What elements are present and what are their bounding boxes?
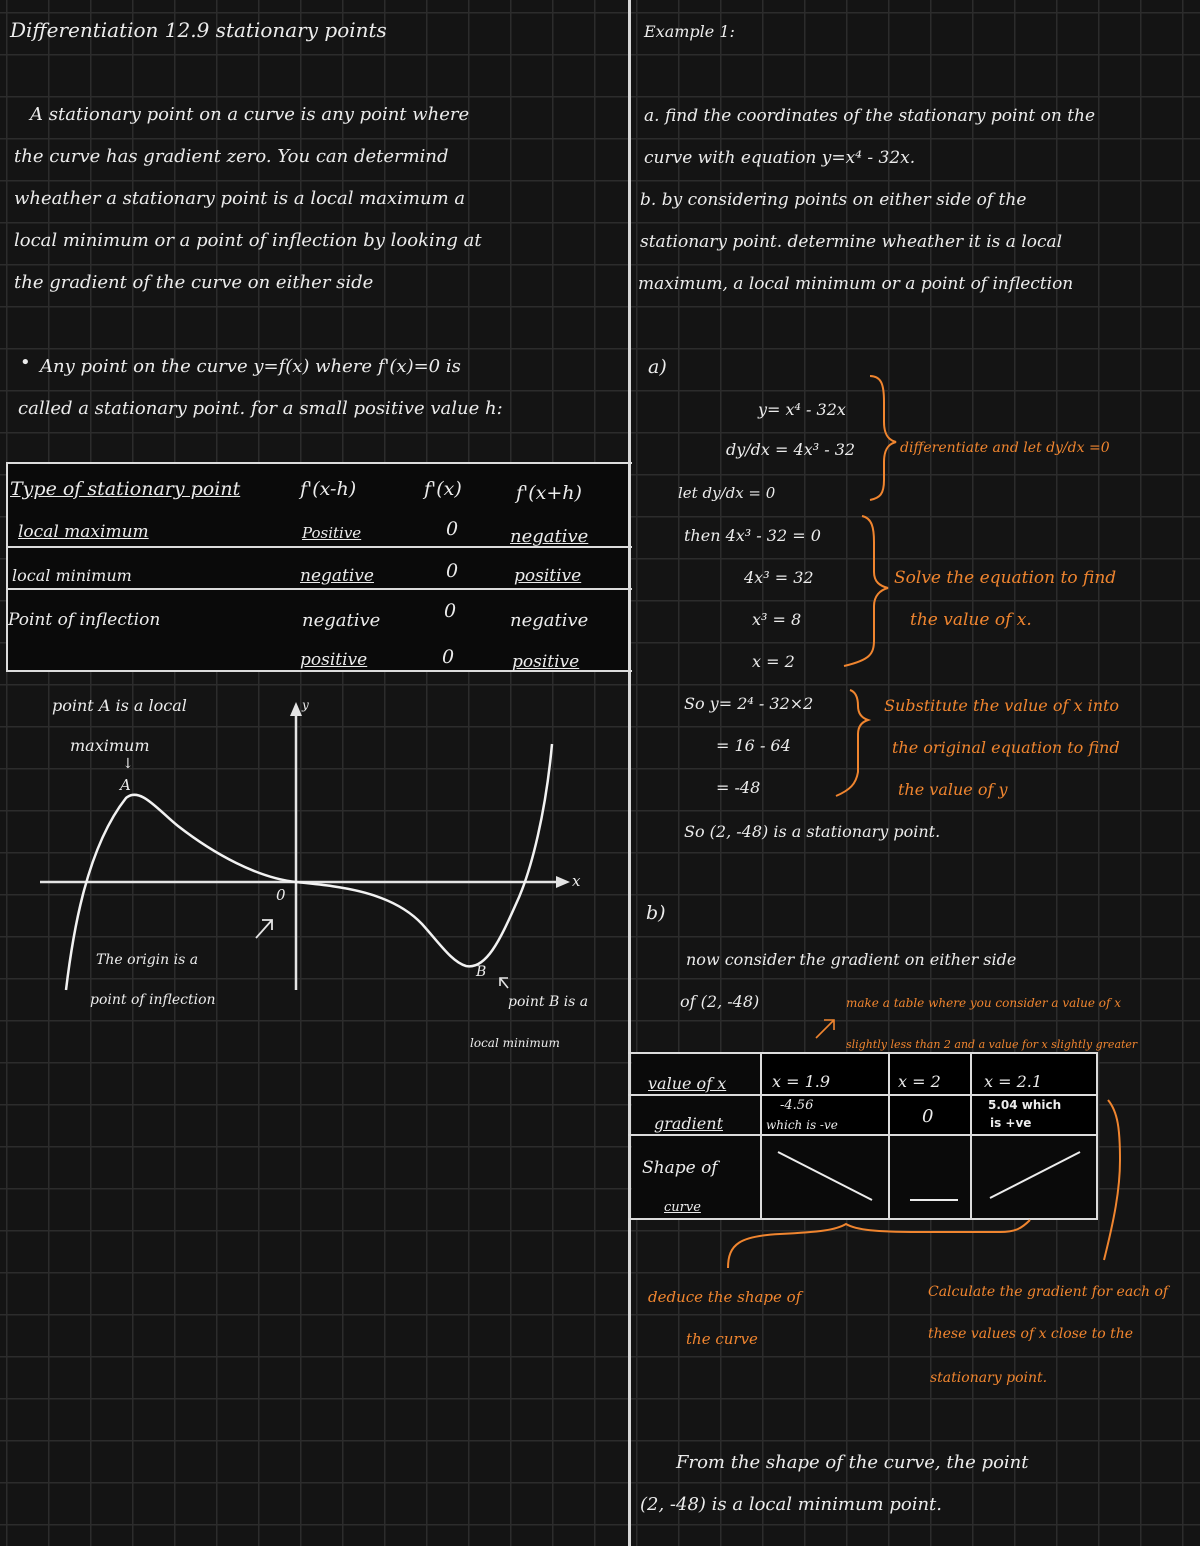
curve-graph xyxy=(0,690,600,990)
row-label-curve: curve xyxy=(664,1200,701,1215)
work-then: then 4x³ - 32 = 0 xyxy=(684,526,821,545)
question-line-5: maximum, a local minimum or a point of inflection xyxy=(638,274,1074,294)
table-cell: 0 xyxy=(446,560,459,582)
table-cell: negative xyxy=(300,566,374,586)
note-differentiate: differentiate and let dy/dx =0 xyxy=(900,440,1110,456)
gradient-2: 0 xyxy=(922,1106,934,1127)
x-value-1: x = 1.9 xyxy=(772,1072,831,1091)
bullet-line-1: Any point on the curve y=f(x) where f'(x)=0 is xyxy=(40,356,461,377)
note-subst-line-2: the original equation to find xyxy=(892,738,1120,757)
table-cell: 0 xyxy=(444,600,457,622)
label-b-line-1: point B is a xyxy=(508,994,589,1010)
calc-line-2: these values of x close to the xyxy=(928,1326,1134,1342)
gradient-3a: 5.04 which xyxy=(988,1098,1062,1112)
point-b-label: B xyxy=(476,964,487,980)
table-header-fxph: f'(x+h) xyxy=(516,482,582,504)
work-sub2: = 16 - 64 xyxy=(716,736,791,755)
origin-label: 0 xyxy=(276,886,286,904)
table-cell: 0 xyxy=(442,646,455,668)
page-title: Differentiation 12.9 stationary points xyxy=(10,18,387,42)
consider-line-2: of (2, -48) xyxy=(680,992,760,1011)
page-divider xyxy=(628,0,631,1546)
question-line-1: a. find the coordinates of the stationary point on the xyxy=(644,106,1096,126)
deduce-line-2: the curve xyxy=(686,1330,758,1348)
consider-line-1: now consider the gradient on either side xyxy=(686,950,1017,969)
table-header-type: Type of stationary point xyxy=(10,478,241,500)
work-sub3: = -48 xyxy=(716,778,761,797)
work-step2: x³ = 8 xyxy=(752,610,802,629)
row-label-shape: Shape of xyxy=(642,1158,718,1178)
table-row-type: local minimum xyxy=(12,566,132,585)
point-a-label: A xyxy=(120,776,131,794)
final-line-2: (2, -48) is a local minimum point. xyxy=(640,1494,942,1515)
intro-line-5: the gradient of the curve on either side xyxy=(14,272,374,293)
origin-pointer-arrow-icon xyxy=(256,920,272,938)
note-subst-line-3: the value of y xyxy=(898,780,1008,799)
y-axis-label: y xyxy=(302,698,309,712)
orange-brace-icon xyxy=(844,516,888,666)
label-a-line-1: point A is a local xyxy=(52,696,187,715)
row-label-gradient: gradient xyxy=(654,1114,723,1133)
intro-line-3: wheather a stationary point is a local maximum a xyxy=(14,188,466,209)
table-cell: negative xyxy=(510,526,589,547)
calc-line-1: Calculate the gradient for each of xyxy=(928,1284,1169,1300)
x-value-3: x = 2.1 xyxy=(984,1072,1043,1091)
orange-brace-icon xyxy=(836,690,868,796)
work-conclusion: So (2, -48) is a stationary point. xyxy=(684,822,941,841)
note-solve-line-1: Solve the equation to find xyxy=(894,568,1117,588)
table-cell: negative xyxy=(302,610,381,631)
table-note-line-2: slightly less than 2 and a value for x slightly greater xyxy=(846,1038,1138,1051)
note-solve-line-2: the value of x. xyxy=(910,610,1032,630)
table-cell: negative xyxy=(510,610,589,631)
label-a-line-2: maximum xyxy=(70,736,150,755)
x-axis-label: x xyxy=(572,872,581,890)
example-heading: Example 1: xyxy=(644,22,735,41)
intro-line-1: A stationary point on a curve is any point where xyxy=(30,104,470,125)
part-a-label: a) xyxy=(648,356,667,378)
orange-brace-icon xyxy=(1104,1100,1120,1260)
point-b-arrow-icon xyxy=(500,978,508,988)
deduce-line-1: deduce the shape of xyxy=(648,1288,802,1306)
work-step1: 4x³ = 32 xyxy=(744,568,814,587)
gradient-1b: which is -ve xyxy=(766,1118,838,1132)
table-row-type: Point of inflection xyxy=(8,610,161,630)
orange-brace-icon xyxy=(870,376,896,500)
gradient-3b: is +ve xyxy=(990,1116,1032,1130)
table-header-fx: f'(x) xyxy=(424,478,462,500)
table-cell: 0 xyxy=(446,518,459,540)
work-step3: x = 2 xyxy=(752,652,795,671)
arrow-down-icon: ↓ xyxy=(122,756,134,772)
table-row-type: local maximum xyxy=(18,522,149,542)
work-eq2: dy/dx = 4x³ - 32 xyxy=(726,440,856,459)
x-axis-arrow-icon xyxy=(556,876,570,888)
intro-line-4: local minimum or a point of inflection by looking at xyxy=(14,230,482,251)
table-header-fxmh: f'(x-h) xyxy=(300,478,357,500)
table-note-line-1: make a table where you consider a value of x xyxy=(846,996,1122,1010)
calc-line-3: stationary point. xyxy=(930,1370,1048,1386)
table-cell: positive xyxy=(512,652,580,672)
intro-line-2: the curve has gradient zero. You can determind xyxy=(14,146,449,167)
bullet-dot: • xyxy=(20,352,31,373)
orange-brace-icon xyxy=(728,1220,1030,1268)
label-b-line-2: local minimum xyxy=(470,1036,560,1050)
work-eq1: y= x⁴ - 32x xyxy=(758,400,846,419)
bullet-line-2: called a stationary point. for a small positive value h: xyxy=(18,398,503,419)
part-b-label: b) xyxy=(646,902,666,924)
table-annotation-braces xyxy=(700,1120,1200,1260)
origin-note-line-1: The origin is a xyxy=(96,952,199,968)
note-subst-line-1: Substitute the value of x into xyxy=(884,696,1120,715)
note-pointer-arrow-icon xyxy=(812,1012,842,1042)
origin-note-line-2: point of inflection xyxy=(90,992,216,1008)
work-sub1: So y= 2⁴ - 32×2 xyxy=(684,694,814,713)
y-axis-arrow-icon xyxy=(290,702,302,716)
final-line-1: From the shape of the curve, the point xyxy=(676,1452,1029,1473)
question-line-4: stationary point. determine wheather it is a local xyxy=(640,232,1063,252)
x-value-2: x = 2 xyxy=(898,1072,941,1091)
work-let: let dy/dx = 0 xyxy=(678,484,776,502)
gradient-1a: -4.56 xyxy=(780,1098,814,1113)
table-cell: Positive xyxy=(302,524,362,542)
question-line-2: curve with equation y=x⁴ - 32x. xyxy=(644,148,916,168)
question-line-3: b. by considering points on either side of the xyxy=(640,190,1027,210)
table-cell: positive xyxy=(514,566,582,586)
row-label-value: value of x xyxy=(648,1074,727,1093)
table-cell: positive xyxy=(300,650,368,670)
